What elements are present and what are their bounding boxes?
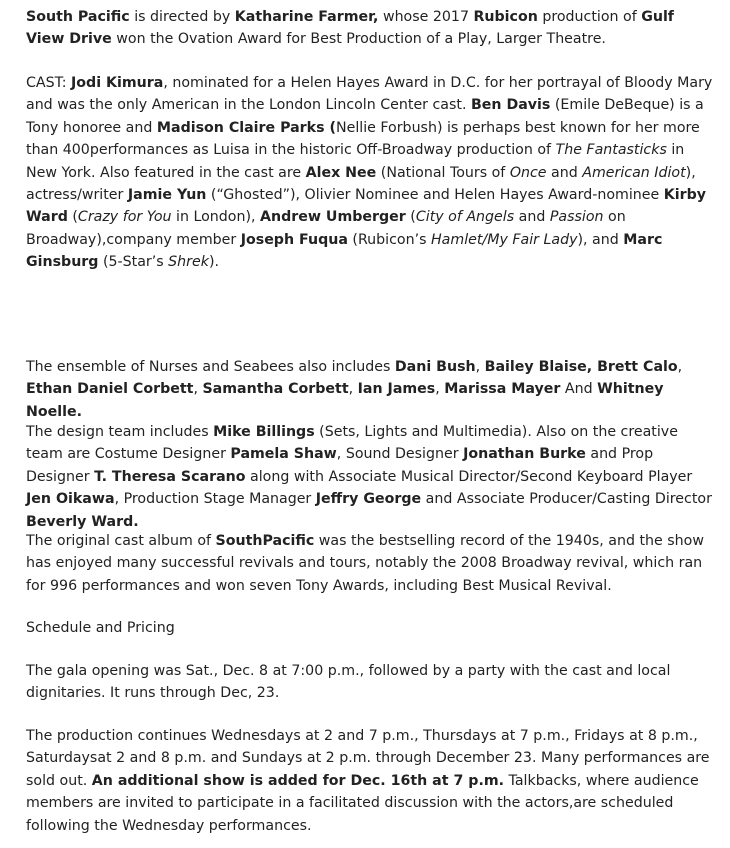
show-credit: Passion	[549, 209, 604, 226]
paragraph-cast: CAST: Jodi Kimura, nominated for a Helen Hayes Award in D.C. for her portrayal of Bloody Mary and was the only American in the London Lincoln Center cast. Ben Davis (Emile DeBeque) is a Tony honoree and Madison Claire Parks (Nellie Forbush) is perhaps best known for her more than 400performances as Luisa in the historic Off-Broadway production of The Fantasticks in New York. Also featured in the cast are Alex Nee (National Tours of Once and American Idiot), actress/writer Jamie Yun (“Ghosted”), Olivier Nominee and Helen Hayes Award-nominee Kirby Ward (Crazy for You in London), Andrew Umberger (City of Angels and Passion on Broadway),company member Joseph Fuqua (Rubicon’s Hamlet/My Fair Lady), and Marc Ginsburg (5-Star’s Shrek).	[26, 75, 713, 271]
cast-member: Andrew Umberger	[260, 209, 406, 226]
theatre-name: Rubicon	[473, 9, 538, 25]
paragraph-director: South Pacific is directed by Katharine Farmer, whose 2017 Rubicon production of Gulf View Drive won the Ovation Award for Best Production of a Play, Larger Theatre.	[26, 9, 674, 48]
cast-member: Ben Davis	[470, 97, 551, 114]
ensemble-member: Whitney Noelle.	[26, 381, 664, 420]
crew-member: Jen Oikawa	[26, 491, 115, 508]
additional-show-notice: An additional show is added for Dec. 16th at 7 p.m.	[91, 772, 505, 789]
ensemble-member: Bailey Blaise, Brett Calo	[484, 359, 678, 375]
play-title: Gulf View Drive	[26, 9, 674, 48]
crew-member: Jonathan Burke	[463, 446, 586, 463]
crew-member: T. Theresa Scarano	[94, 468, 246, 485]
paragraph-gala-opening: The gala opening was Sat., Dec. 8 at 7:00 p.m., followed by a party with the cast and local dignitaries. It runs through Dec, 23.	[26, 663, 671, 702]
paragraph-performances: The production continues Wednesdays at 2 and 7 p.m., Thursdays at 7 p.m., Fridays at 8 p.m., Saturdaysat 2 and 8 p.m. and Sundays at 2 p.m. through December 23. Many performances are sold out. An additional show is added for Dec. 16th at 7 p.m. Talkbacks, where audience members are invited to participate in a facilitated discussion with the actors,are scheduled following the Wednesday performances.	[26, 728, 710, 834]
cast-member: Marc Ginsburg	[26, 231, 663, 271]
show-credit: City of Angels	[415, 209, 515, 226]
cast-member: Joseph Fuqua	[240, 231, 348, 248]
ensemble-member: Marissa Mayer	[444, 381, 561, 398]
schedule-heading: Schedule and Pricing	[26, 620, 175, 636]
show-credit: The Fantasticks	[555, 142, 667, 159]
show-title: SouthPacific	[215, 533, 315, 549]
ensemble-member: Ethan Daniel Corbett	[26, 381, 194, 398]
paragraph-cast-album: The original cast album of SouthPacific was the bestselling record of the 1940s, and the show has enjoyed many successful revivals and tours, notably the 2008 Broadway revival, which ran for 996 performances and won seven Tony Awards, including Best Musical Revival.	[26, 533, 704, 594]
cast-member: Jodi Kimura	[71, 75, 164, 91]
crew-member: Mike Billings	[213, 424, 315, 440]
crew-member: Pamela Shaw	[230, 446, 337, 463]
crew-member: Beverly Ward.	[26, 513, 139, 530]
paragraph-ensemble: The ensemble of Nurses and Seabees also includes Dani Bush, Bailey Blaise, Brett Calo, Ethan Daniel Corbett, Samantha Corbett, Ian James, Marissa Mayer And Whitney Noelle.	[26, 359, 683, 420]
cast-member: Jamie Yun	[127, 187, 207, 204]
cast-member: Madison Claire Parks (	[156, 119, 336, 136]
ensemble-member: Ian James	[357, 381, 436, 398]
show-credit: Hamlet/My Fair Lady	[431, 231, 578, 248]
cast-label: CAST:	[26, 75, 67, 91]
show-credit: Crazy for You	[77, 209, 172, 226]
ensemble-member: Dani Bush	[394, 359, 476, 375]
crew-member: Jeffry George	[315, 491, 422, 508]
ensemble-member: Samantha Corbett	[202, 381, 349, 398]
show-title: South Pacific	[26, 9, 130, 25]
show-credit: Shrek	[168, 254, 209, 271]
director-name: Katharine Farmer,	[234, 9, 379, 25]
cast-member: Alex Nee	[305, 164, 377, 181]
show-credit: Once	[509, 164, 547, 181]
paragraph-design-team: The design team includes Mike Billings (Sets, Lights and Multimedia). Also on the creative team are Costume Designer Pamela Shaw, Sound Designer Jonathan Burke and Prop Designer T. Theresa Scarano along with Associate Musical Director/Second Keyboard Player Jen Oikawa, Production Stage Manager Jeffry George and Associate Producer/Casting Director Beverly Ward.	[26, 424, 712, 530]
show-credit: American Idiot	[582, 164, 686, 181]
cast-member: Kirby Ward	[26, 187, 706, 226]
